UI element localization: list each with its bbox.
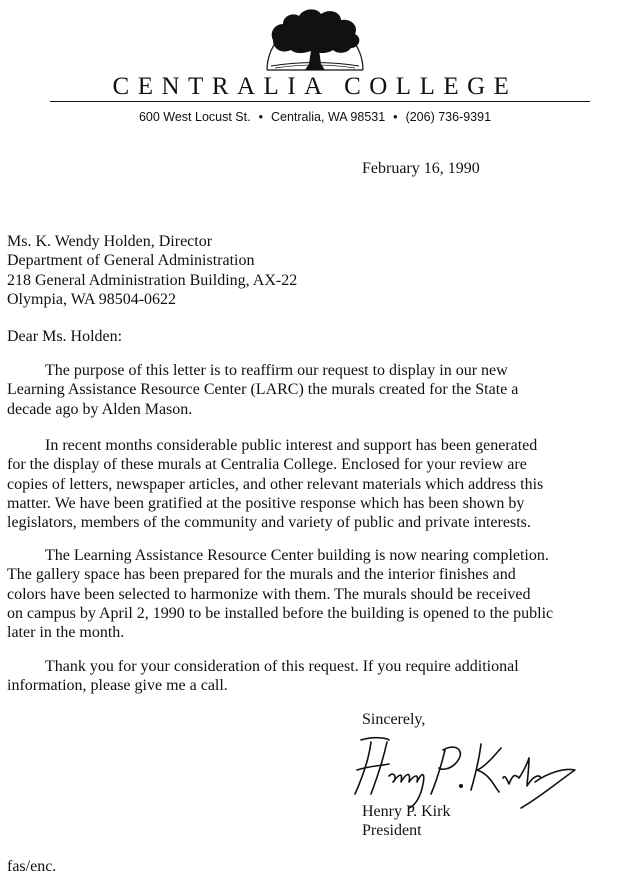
paragraph-line: The gallery space has been prepared for the murals and the interior finishes and [7, 566, 516, 584]
closing: Sincerely, [362, 711, 426, 728]
bullet-separator: • [393, 110, 398, 124]
paragraph-line: decade ago by Alden Mason. [7, 400, 193, 418]
college-tree-logo [255, 4, 375, 72]
paragraph-line: on campus by April 2, 1990 to be installed before the building is opened to the public [7, 604, 554, 622]
paragraph-line: legislators, members of the community and variety of public and private interests. [7, 514, 531, 532]
letterhead-divider [50, 101, 590, 102]
recipient-line: Ms. K. Wendy Holden, Director [7, 233, 213, 250]
recipient-line: Department of General Administration [7, 252, 255, 270]
paragraph-line: The purpose of this letter is to reaffirm our request to display in our new [45, 362, 508, 379]
handwritten-signature [343, 728, 583, 810]
body-paragraph [7, 361, 623, 419]
paragraph-line: Thank you for your consideration of this request. If you require additional [45, 658, 519, 675]
address-city: Centralia, WA 98531 [270, 110, 386, 124]
body-paragraph [7, 436, 623, 532]
recipient-address [7, 232, 297, 309]
paragraph-line: The Learning Assistance Resource Center building is now nearing completion. [45, 547, 549, 564]
paragraph-line: In recent months considerable public interest and support has been generated [45, 437, 538, 454]
college-name: CENTRALIA COLLEGE [112, 73, 518, 100]
address-street: 600 West Locust St. [138, 110, 251, 124]
paragraph-line: later in the month. [7, 624, 125, 642]
paragraph-line: information, please give me a call. [7, 677, 228, 695]
signer-name: Henry P. Kirk [362, 803, 451, 820]
signer-title: President [362, 822, 422, 840]
paragraph-line: copies of letters, newspaper articles, and other relevant materials which address this [7, 475, 544, 493]
recipient-line: Olympia, WA 98504-0622 [7, 290, 177, 308]
signer-block [362, 802, 450, 841]
paragraph-line: matter. We have been gratified at the positive response which has been shown by [7, 494, 525, 512]
paragraph-line: for the display of these murals at Centralia College. Enclosed for your review are [7, 456, 527, 474]
paragraph-line: colors have been selected to harmonize with them. The murals should be received [7, 585, 531, 603]
recipient-line: 218 General Administration Building, AX-22 [7, 271, 298, 289]
body-paragraph [7, 657, 623, 696]
letterhead-address [0, 110, 630, 124]
letter-date: February 16, 1990 [362, 160, 480, 177]
address-phone: (206) 736-9391 [405, 110, 492, 124]
body-paragraph [7, 546, 623, 642]
reference-initials: fas/enc. [7, 858, 57, 875]
paragraph-line: Learning Assistance Resource Center (LARC) the murals created for the State a [7, 381, 519, 399]
salutation: Dear Ms. Holden: [7, 328, 123, 345]
bullet-separator: • [258, 110, 263, 124]
